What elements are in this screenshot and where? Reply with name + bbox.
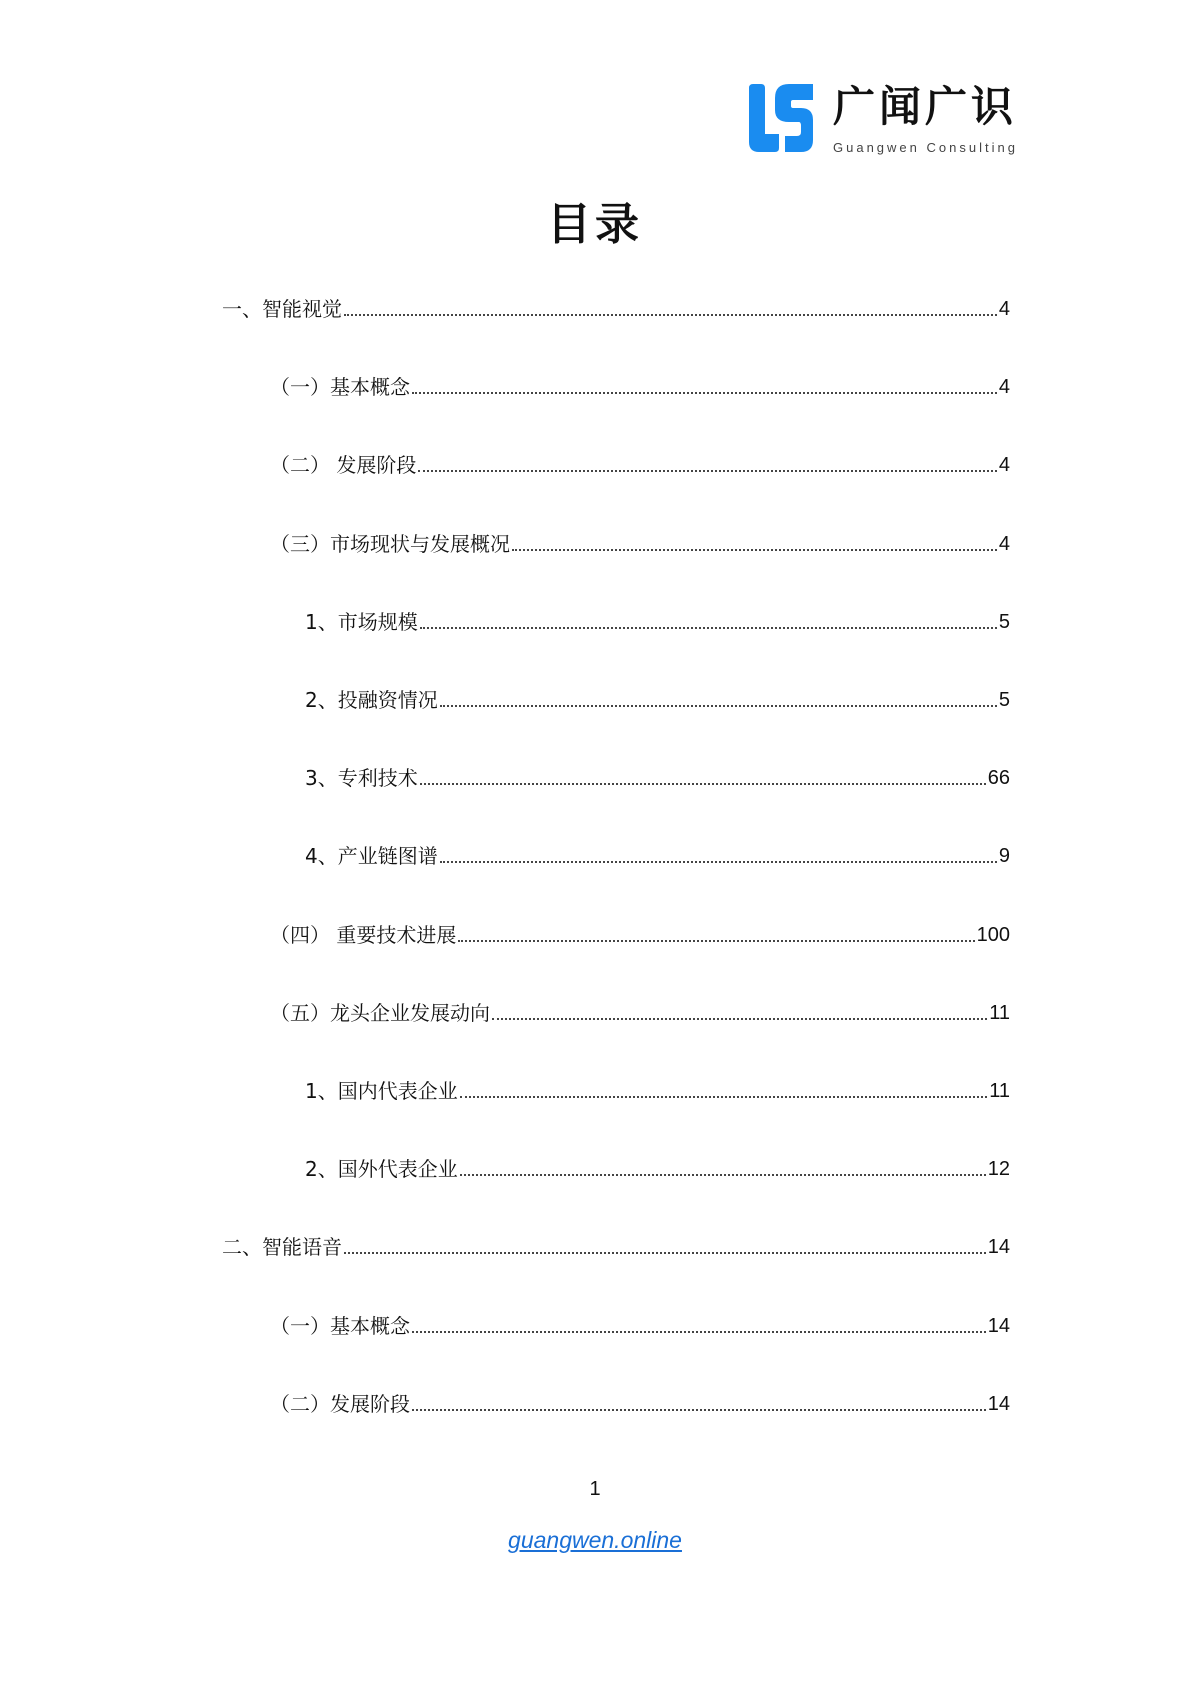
toc-entry[interactable] [270,1311,1010,1341]
toc-entry-page: 11 [989,1080,1010,1102]
toc-entry[interactable] [222,1232,1010,1262]
toc-entry-label: （三）市场现状与发展概况 [270,531,510,556]
toc-leader-dots [492,1018,987,1020]
toc-entry-page: 11 [989,1001,1010,1024]
toc-leader-dots [418,470,997,472]
toc-entry[interactable] [270,1389,1010,1419]
toc-entry-page: 66 [987,767,1010,790]
toc-entry-page: 14 [987,1314,1010,1337]
toc-entry-label: 4、产业链图谱 [305,844,438,869]
toc-entry-label: 一、智能视觉 [222,297,342,321]
toc-leader-dots [460,1096,988,1098]
toc-entry-label: （五）龙头企业发展动向 [270,1000,490,1025]
toc-entry[interactable] [270,529,1010,559]
toc-entry-label: 2、投融资情况 [305,688,438,712]
toc-entry-page: 14 [987,1392,1010,1415]
logo-english-name: Guangwen Consulting [833,140,1018,155]
toc-entry[interactable] [270,998,1010,1028]
toc-entry-label: （二）发展阶段 [270,1391,410,1416]
toc-leader-dots [412,1331,986,1333]
toc-leader-dots [344,1252,986,1254]
toc-entry-page: 12 [987,1158,1010,1181]
page-title: 目录 [547,199,643,250]
toc-entry-page: 9 [998,845,1010,868]
toc-entry-label: （四） 重要技术进展 [270,922,457,947]
toc-entry[interactable] [305,1154,1010,1184]
toc-entry[interactable] [305,685,1010,715]
toc-leader-dots [344,314,997,316]
toc-entry-page: 5 [998,689,1010,711]
toc-entry[interactable] [270,920,1010,950]
toc-leader-dots [412,1409,986,1411]
toc-leader-dots [460,1174,986,1176]
toc-entry[interactable] [270,450,1010,480]
toc-leader-dots [420,627,997,629]
page-number: 1 [589,1478,601,1500]
toc-entry-label: 1、市场规模 [305,609,418,634]
toc-entry-label: 二、智能语音 [222,1235,342,1260]
toc-entry-page: 4 [998,298,1010,320]
toc-entry-page: 4 [998,376,1010,399]
toc-leader-dots [440,705,997,707]
toc-entry[interactable] [305,607,1010,637]
toc-entry-label: （一）基本概念 [270,1313,410,1338]
footer-website-link[interactable]: guangwen.online [508,1527,682,1553]
toc-entry-page: 5 [998,610,1010,633]
toc-leader-dots [458,940,974,942]
toc-entry-label: （一）基本概念 [270,375,410,400]
toc-leader-dots [420,783,986,785]
toc-entry[interactable] [270,372,1010,402]
toc-leader-dots [440,861,997,863]
toc-entry[interactable] [305,841,1010,871]
logo-mark-icon [745,82,817,154]
brand-logo [745,82,1018,155]
toc-entry-page: 4 [998,532,1010,555]
toc-entry-label: 3、专利技术 [305,766,418,791]
toc-leader-dots [412,392,997,394]
toc-leader-dots [512,549,997,551]
toc-entry[interactable] [222,294,1010,324]
toc-entry[interactable] [305,1076,1010,1106]
toc-entry-label: 1、国内代表企业 [305,1079,458,1103]
toc-entry-page: 4 [998,454,1010,477]
toc-entry-page: 14 [987,1236,1010,1259]
logo-chinese-name: 广闻广识 [833,82,1018,131]
toc-entry-label: 2、国外代表企业 [305,1157,458,1182]
toc-entry[interactable] [305,763,1010,793]
toc-entry-label: （二） 发展阶段 [270,453,417,478]
toc-entry-page: 100 [976,923,1010,946]
